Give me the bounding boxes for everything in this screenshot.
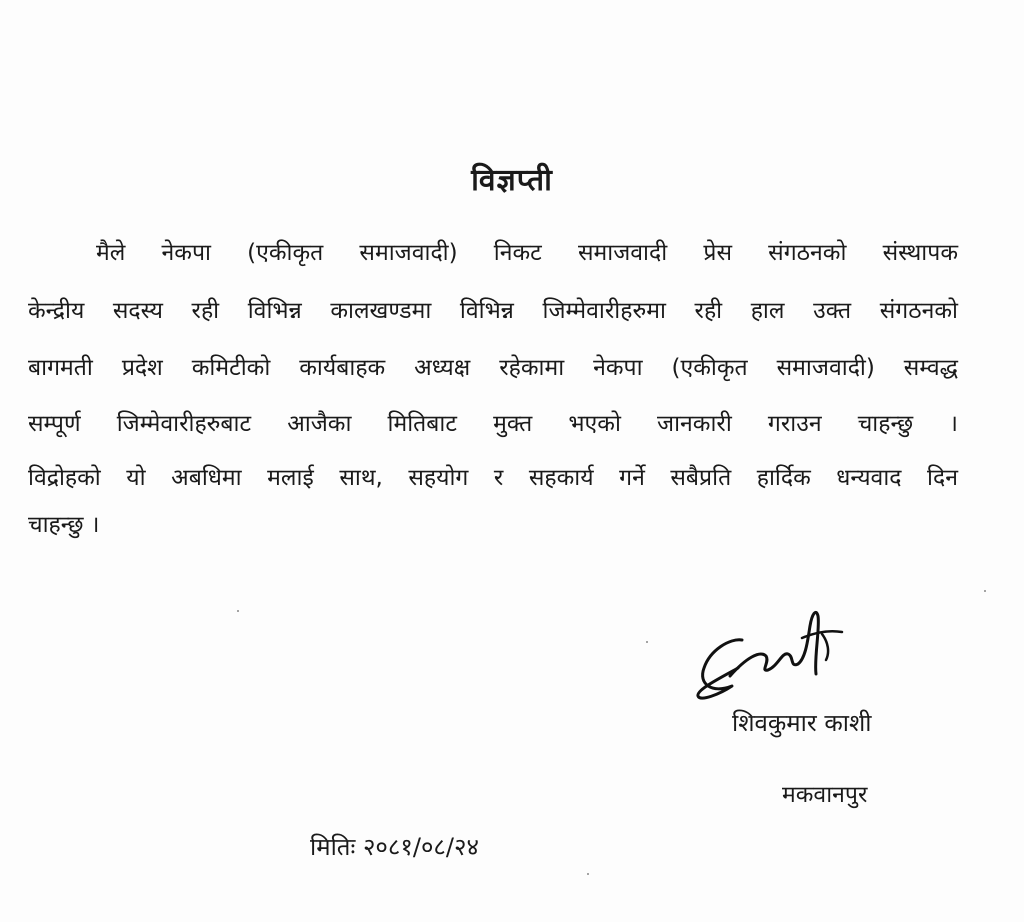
paragraph-line-6: चाहन्छु । xyxy=(28,512,100,538)
paragraph-line-5: विद्रोहको यो अबधिमा मलाई साथ, सहयोग र सहकार्य गर्ने सबैप्रति हार्दिक धन्यवाद दिन xyxy=(28,465,958,491)
paragraph-line-3: बागमती प्रदेश कमिटीको कार्यबाहक अध्यक्ष रहेकामा नेकपा (एकीकृत समाजवादी) सम्वद्ध xyxy=(28,355,958,381)
paper-speck xyxy=(984,590,986,592)
paper-speck xyxy=(237,610,239,612)
paragraph-line-1: मैले नेकपा (एकीकृत समाजवादी) निकट समाजवादी प्रेस संगठनको संस्थापक xyxy=(96,240,958,266)
handwritten-signature xyxy=(690,598,850,708)
paragraph-line-4: सम्पूर्ण जिम्मेवारीहरुबाट आजैका मितिबाट मुक्त भएको जानकारी गराउन चाहन्छु । xyxy=(28,411,958,437)
paper-speck xyxy=(646,641,648,643)
signer-place: मकवानपुर xyxy=(782,782,868,808)
signer-name: शिवकुमार काशी xyxy=(732,709,872,737)
notice-date: मितिः २०८१/०८/२४ xyxy=(310,833,479,861)
paper-speck xyxy=(587,873,589,875)
paragraph-line-2: केन्द्रीय सदस्य रही विभिन्न कालखण्डमा विभिन्न जिम्मेवारीहरुमा रही हाल उक्त संगठनको xyxy=(28,298,958,324)
notice-title: विज्ञप्ती xyxy=(471,163,553,198)
